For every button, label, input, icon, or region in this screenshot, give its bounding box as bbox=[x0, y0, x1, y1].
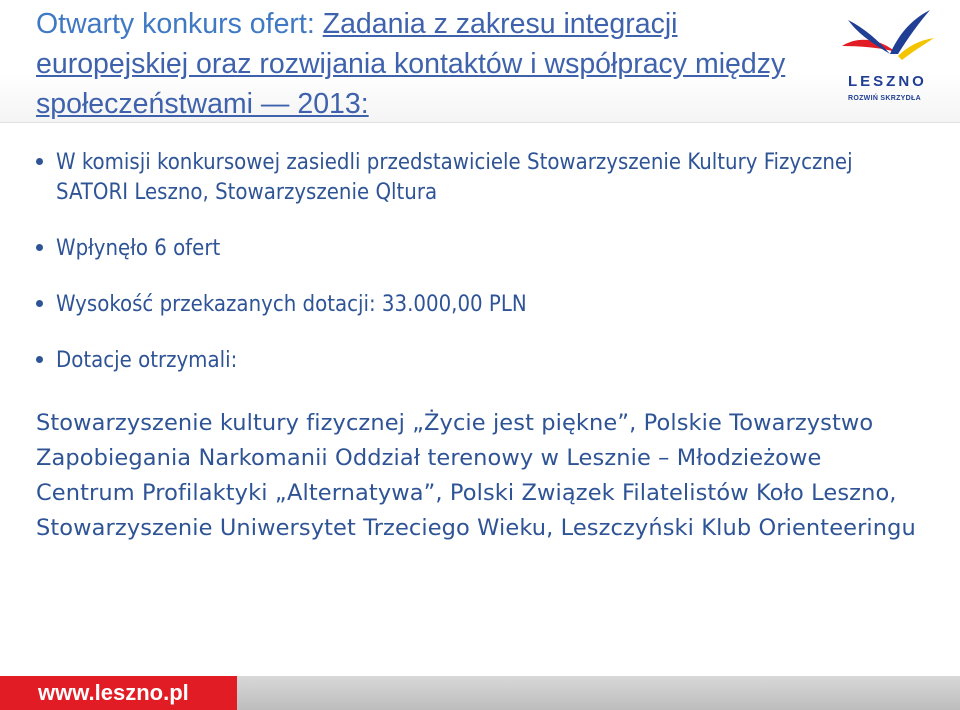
leszno-logo bbox=[838, 6, 938, 112]
bullet-item bbox=[36, 234, 926, 264]
title-link[interactable]: Zadania z zakresu integracji europejskiej oraz rozwijania kontaktów i współpracy między społeczeństwami — 2013: bbox=[36, 8, 786, 120]
bullet-item bbox=[36, 290, 926, 320]
title-band bbox=[0, 0, 960, 123]
logo-wordmark: LESZNO bbox=[848, 73, 927, 90]
bullet-item bbox=[36, 148, 926, 208]
bullet-icon bbox=[36, 300, 43, 307]
bullet-item bbox=[36, 346, 926, 376]
logo-tagline: ROZWIŃ SKRZYDŁA bbox=[848, 95, 921, 102]
bullet-text: Wysokość przekazanych dotacji: 33.000,00 PLN bbox=[56, 292, 527, 317]
footer-url-tab bbox=[0, 676, 237, 710]
slide-body bbox=[36, 148, 926, 546]
footer-url-link[interactable]: www.leszno.pl bbox=[38, 680, 189, 705]
bullet-icon bbox=[36, 356, 43, 363]
bullet-text: W komisji konkursowej zasiedli przedstawiciele Stowarzyszenie Kultury Fizycznej SATORI Leszno, Stowarzyszenie Qltura bbox=[56, 150, 853, 205]
recipients-paragraph: Stowarzyszenie kultury fizycznej „Życie jest piękne”, Polskie Towarzystwo Zapobiegania Narkomanii Oddział terenowy w Lesznie – Młodzieżowe Centrum Profilaktyki „Alternatywa”, Polski Związek Filatelistów Koło Leszno, Stowarzyszenie Uniwersytet Trzeciego Wieku, Leszczyński Klub Orienteeringu bbox=[36, 410, 916, 541]
wings-icon bbox=[838, 6, 938, 72]
bullet-text: Dotacje otrzymali: bbox=[56, 348, 238, 373]
footer-bar bbox=[0, 676, 960, 710]
title-prefix: Otwarty konkurs ofert: bbox=[36, 8, 323, 40]
bullet-text: Wpłynęło 6 ofert bbox=[56, 236, 221, 261]
bullet-icon bbox=[36, 158, 43, 165]
slide-title bbox=[36, 4, 826, 124]
bullet-icon bbox=[36, 244, 43, 251]
